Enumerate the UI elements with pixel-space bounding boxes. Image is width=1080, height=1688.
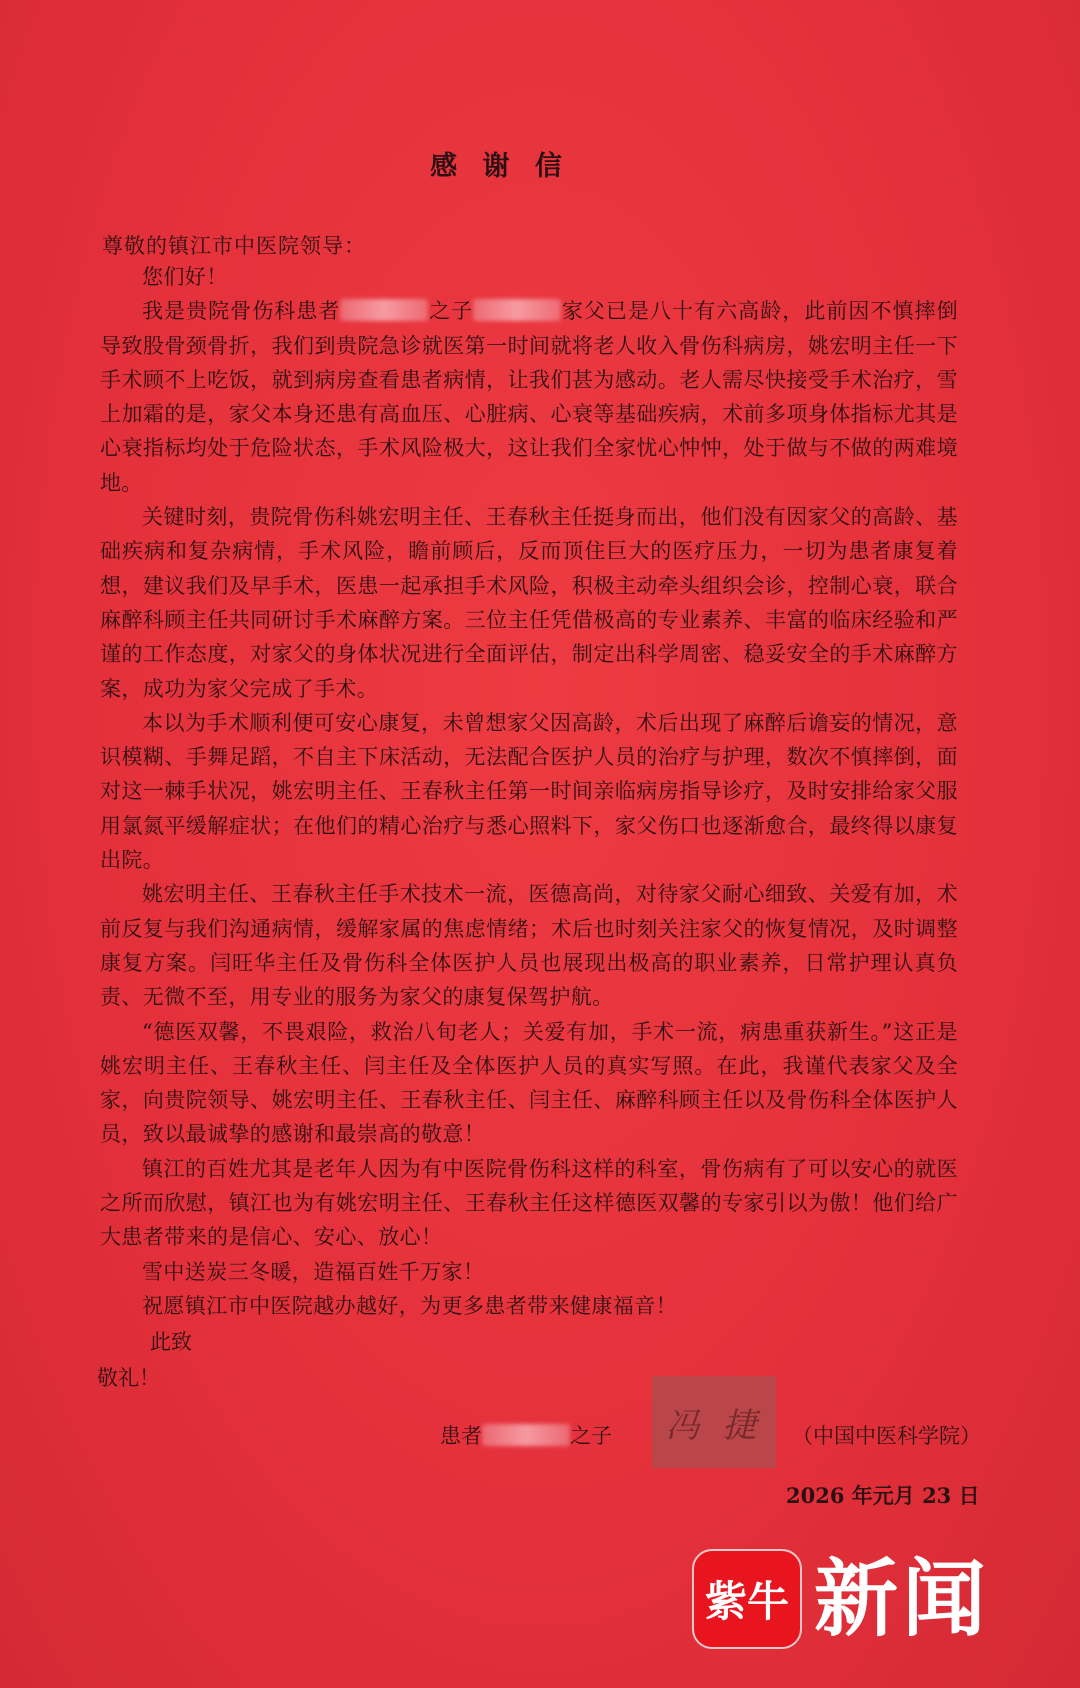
signature-row: [440, 1405, 1020, 1468]
letter-date: 2026 年元月 23 日: [786, 1483, 980, 1508]
redacted-name: [340, 299, 428, 321]
letter-body: [100, 260, 958, 1323]
paragraph-8: 祝愿镇江市中医院越办越好，为更多患者带来健康福音！: [142, 1293, 677, 1318]
signature-suffix: 之子: [570, 1424, 612, 1448]
regards: 敬礼！: [97, 1366, 160, 1390]
closing: 此致: [150, 1330, 192, 1354]
redacted-name: [473, 299, 561, 321]
letter-title: 感 谢 信: [430, 151, 570, 182]
paragraph-1-text-c: 家父已是八十有六高龄，此前因不慎摔倒导致股骨颈骨折，我们到贵院急诊就医第一时间就将老人收入骨伤科病房，姚宏明主任一下手术顾不上吃饭，就到病房查看患者病情，让我们甚为感动。老人需尽快接受手术治疗，雪上加霜的是，家父本身还患有高血压、心脏病、心衰等基础疾病，术前多项身体指标尤其是心衰指标均处于危险状态，手术风险极大，这让我们全家忧心忡忡，处于做与不做的两难境地。: [100, 299, 958, 495]
logo-badge: 紫牛: [692, 1549, 802, 1649]
paragraph-6: 镇江的百姓尤其是老年人因为有中医院骨伤科这样的科室，骨伤病有了可以安心的就医之所而欣慰，镇江也为有姚宏明主任、王春秋主任这样德医双馨的专家引以为傲！他们给广大患者带来的是信心、安心、放心！: [100, 1156, 958, 1250]
watermark-logo: [692, 1544, 1016, 1654]
paragraph-1: [100, 294, 958, 500]
salutation: 尊敬的镇江市中医院领导：: [102, 234, 366, 258]
paragraph-3: 本以为手术顺利便可安心康复，未曾想家父因高龄，术后出现了麻醉后谵妄的情况，意识模糊、手舞足蹈，不自主下床活动，无法配合医护人员的治疗与护理，数次不慎摔倒，面对这一棘手状况，姚宏明主任、王春秋主任第一时间亲临病房指导诊疗，及时安排给家父服用氯氮平缓解症状；在他们的精心治疗与悉心照料下，家父伤口也逐渐愈合，最终得以康复出院。: [100, 710, 958, 873]
seal-text: 冯 捷: [665, 1405, 763, 1446]
paragraph-4: 姚宏明主任、王春秋主任手术技术一流，医德高尚，对待家父耐心细致、关爱有加，术前反复与我们沟通病情，缓解家属的焦虑情绪；术后也时刻关注家父的恢复情况，及时调整康复方案。闫旺华主任及骨伤科全体医护人员也展现出极高的职业素养，日常护理认真负责、无微不至，用专业的服务为家父的康复保驾护航。: [100, 882, 958, 1010]
paragraph-2: 关键时刻，贵院骨伤科姚宏明主任、王春秋主任挺身而出，他们没有因家父的高龄、基础疾病和复杂病情，手术风险，瞻前顾后，反而顶住巨大的医疗压力，一切为患者康复着想，建议我们及早手术，医患一起承担手术风险，积极主动牵头组织会诊，控制心衰，联合麻醉科顾主任共同研讨手术麻醉方案。三位主任凭借极高的专业素养、丰富的临床经验和严谨的工作态度，对家父的身体状况进行全面评估，制定出科学周密、稳妥安全的手术麻醉方案，成功为家父完成了手术。: [100, 505, 958, 701]
signature-name: [440, 1420, 612, 1450]
redacted-name: [482, 1424, 570, 1446]
seal-stamp: [652, 1376, 776, 1468]
logo-text: 新闻: [814, 1549, 991, 1648]
paragraph-5: “德医双馨，不畏艰险，救治八旬老人；关爱有加，手术一流，病患重获新生。”这正是姚宏明主任、王春秋主任、闫主任及全体医护人员的真实写照。在此，我谨代表家父及全家，向贵院领导、姚宏明主任、王春秋主任、闫主任、麻醉科顾主任以及骨伤科全体医护人员，致以最诚挚的感谢和最崇高的敬意！: [100, 1019, 958, 1147]
paragraph-7: 雪中送炭三冬暖，造福百姓千万家！: [142, 1259, 485, 1284]
signature-prefix: 患者: [440, 1424, 482, 1448]
paragraph-1-text-a: 我是贵院骨伤科患者: [142, 299, 341, 324]
paragraph-1-text-b: 之子: [428, 299, 474, 324]
signature-org: （中国中医科学院）: [792, 1424, 981, 1448]
greeting: 您们好！: [142, 265, 228, 289]
